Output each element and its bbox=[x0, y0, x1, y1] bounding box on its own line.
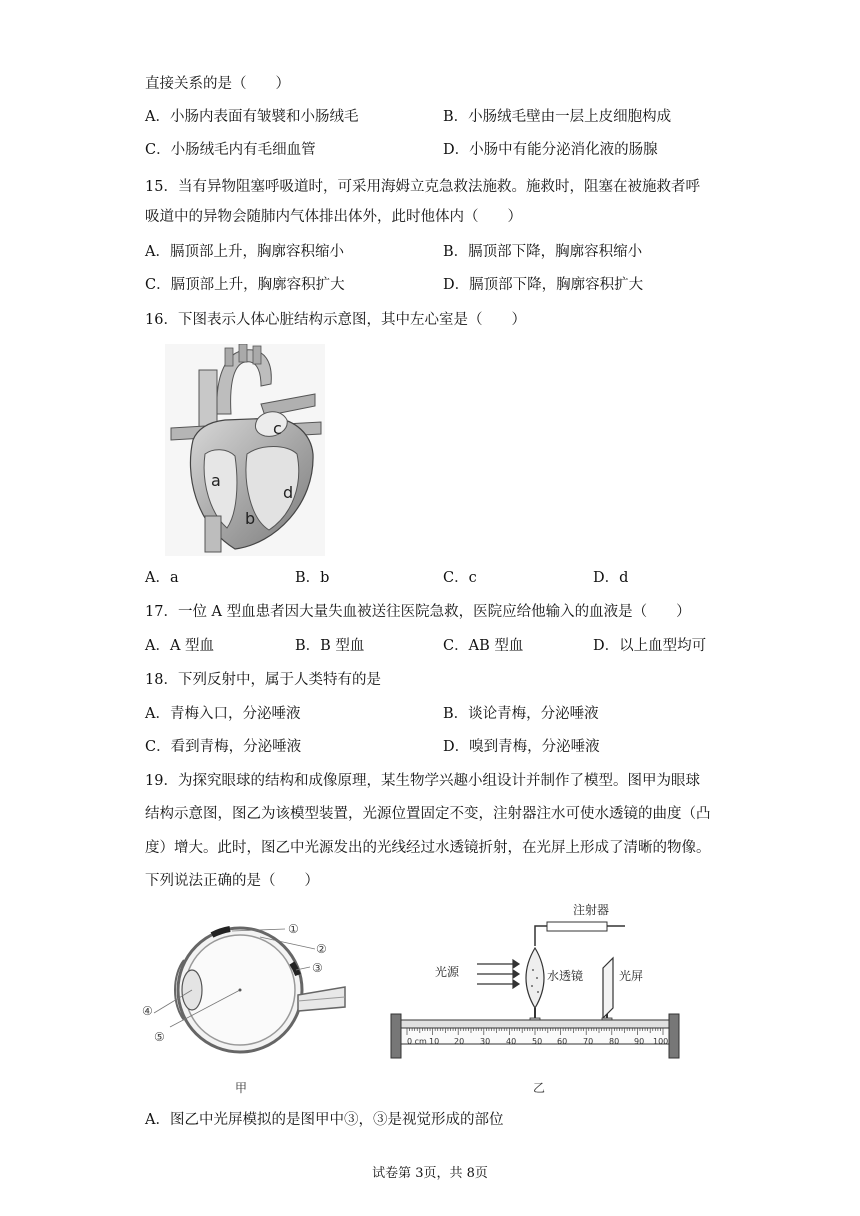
page-footer: 试卷第 3页，共 8页 bbox=[372, 1166, 488, 1181]
screen-label: 光屏 bbox=[619, 969, 644, 983]
heart-label-a: a bbox=[211, 471, 221, 490]
q14-option-d: D．小肠中有能分泌消化液的肠腺 bbox=[443, 142, 658, 158]
syringe-label: 注射器 bbox=[573, 903, 610, 917]
ruler-tick-100: 100 bbox=[653, 1037, 669, 1046]
q15-option-a: A．膈顶部上升，胸廓容积缩小 bbox=[145, 244, 344, 260]
ruler-unit-label: 0 cm bbox=[407, 1037, 427, 1046]
q14-option-b: B．小肠绒毛壁由一层上皮细胞构成 bbox=[443, 109, 672, 125]
q14-stem-tail: 直接关系的是（ ） bbox=[145, 76, 290, 92]
q15-option-b: B．膈顶部下降，胸廓容积缩小 bbox=[443, 244, 643, 260]
heart-diagram bbox=[165, 344, 325, 556]
heart-label-d: d bbox=[283, 483, 294, 502]
model-caption: 乙 bbox=[533, 1081, 546, 1095]
q19-stem-line1: 19．为探究眼球的结构和成像原理，某生物学兴趣小组设计并制作了模型。图甲为眼球 bbox=[145, 773, 700, 789]
q15-stem-line2: 吸道中的异物会随肺内气体排出体外，此时他体内（ ） bbox=[145, 209, 522, 225]
q16-option-a: A．a bbox=[145, 570, 179, 586]
q19-stem-line4: 下列说法正确的是（ ） bbox=[145, 873, 319, 889]
q14-option-a: A．小肠内表面有皱襞和小肠绒毛 bbox=[145, 109, 359, 125]
ruler-tick-60: 60 bbox=[557, 1037, 568, 1046]
ruler-tick-50: 50 bbox=[532, 1037, 543, 1046]
q17-option-a: A．A 型血 bbox=[145, 638, 215, 654]
q18-option-d: D．嗅到青梅，分泌唾液 bbox=[443, 739, 600, 755]
ruler-tick-10: 10 bbox=[429, 1037, 440, 1046]
eye-label-1: ① bbox=[288, 922, 299, 936]
heart-label-c: c bbox=[273, 419, 282, 438]
q17-stem: 17．一位 A 型血患者因大量失血被送往医院急救，医院应给他输入的血液是（ ） bbox=[145, 604, 691, 620]
q17-option-b: B．B 型血 bbox=[295, 638, 365, 654]
eye-label-3: ③ bbox=[312, 961, 323, 975]
heart-label-b: b bbox=[245, 509, 256, 528]
ruler-tick-20: 20 bbox=[454, 1037, 465, 1046]
ruler-tick-40: 40 bbox=[506, 1037, 517, 1046]
eye-caption: 甲 bbox=[235, 1081, 248, 1095]
ruler-tick-80: 80 bbox=[609, 1037, 620, 1046]
water-lens-label: 水透镜 bbox=[547, 969, 584, 983]
eye-model-apparatus bbox=[385, 898, 695, 1063]
eye-label-5: ⑤ bbox=[154, 1030, 165, 1044]
q16-option-b: B．b bbox=[295, 570, 330, 586]
light-source-label: 光源 bbox=[435, 965, 460, 979]
q19-stem-line2: 结构示意图，图乙为该模型装置，光源位置固定不变，注射器注水可使水透镜的曲度（凸 bbox=[145, 806, 711, 822]
eye-label-4: ④ bbox=[142, 1004, 153, 1018]
q19-option-a: A．图乙中光屏模拟的是图甲中③，③是视觉形成的部位 bbox=[145, 1112, 504, 1128]
q17-option-c: C．AB 型血 bbox=[443, 638, 524, 654]
q18-option-c: C．看到青梅，分泌唾液 bbox=[145, 739, 302, 755]
q16-option-c: C．c bbox=[443, 570, 477, 586]
ruler-tick-70: 70 bbox=[583, 1037, 594, 1046]
q15-option-d: D．膈顶部下降，胸廓容积扩大 bbox=[443, 277, 644, 293]
eye-diagram bbox=[140, 915, 360, 1065]
ruler-tick-30: 30 bbox=[480, 1037, 491, 1046]
q14-option-c: C．小肠绒毛内有毛细血管 bbox=[145, 142, 316, 158]
q18-stem: 18．下列反射中，属于人类特有的是 bbox=[145, 672, 381, 688]
ruler-tick-90: 90 bbox=[634, 1037, 645, 1046]
q18-option-b: B．谈论青梅，分泌唾液 bbox=[443, 706, 599, 722]
q16-stem: 16．下图表示人体心脏结构示意图，其中左心室是（ ） bbox=[145, 312, 526, 328]
eye-label-2: ② bbox=[316, 942, 327, 956]
q15-option-c: C．膈顶部上升，胸廓容积扩大 bbox=[145, 277, 345, 293]
q17-option-d: D．以上血型均可 bbox=[593, 638, 707, 654]
q16-option-d: D．d bbox=[593, 570, 629, 586]
q19-stem-line3: 度）增大。此时，图乙中光源发出的光线经过水透镜折射，在光屏上形成了清晰的物像。 bbox=[145, 840, 711, 856]
q15-stem-line1: 15．当有异物阻塞呼吸道时，可采用海姆立克急救法施救。施救时，阻塞在被施救者呼 bbox=[145, 179, 700, 195]
q18-option-a: A．青梅入口，分泌唾液 bbox=[145, 706, 301, 722]
